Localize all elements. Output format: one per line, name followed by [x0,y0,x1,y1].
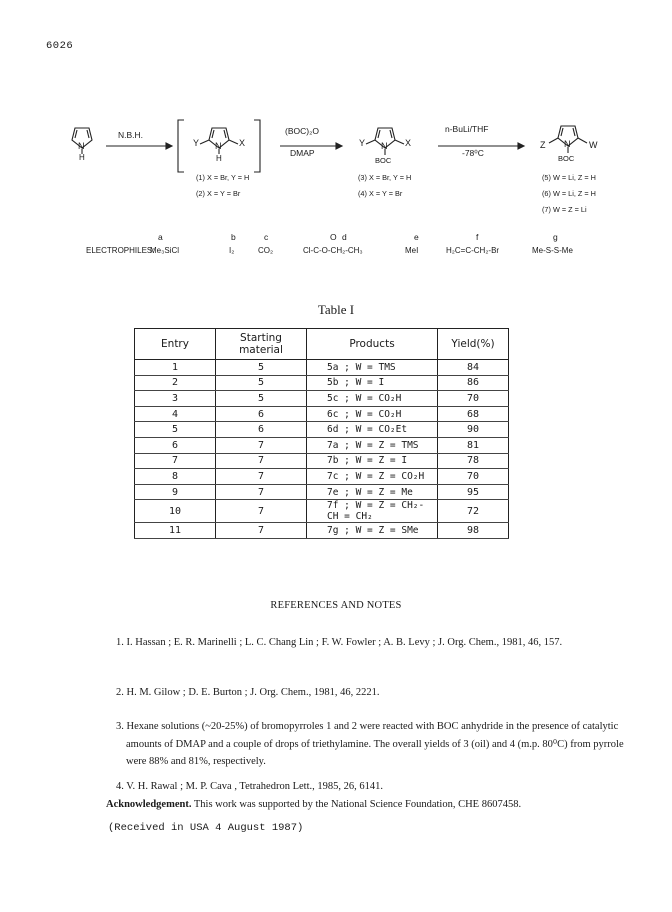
electrophile-g: Me-S-S-Me [532,246,573,255]
table-title: Table I [317,302,355,317]
cell-yield: 68 [438,406,509,422]
reagent-nbuli: n-BuLi/THF [445,124,489,134]
reagent-dmap: DMAP [290,148,315,158]
cell-yield: 98 [438,523,509,539]
table-row [135,422,509,438]
cell-entry: 8 [135,469,216,485]
received-date: (Received in USA 4 August 1987) [108,822,304,834]
atom-x: X [405,138,412,148]
compound-label-5: (5) W = Li, Z = H [542,173,596,182]
table-row [135,375,509,391]
reference-1: 1. I. Hassan ; E. R. Marinelli ; L. C. Chang Lin ; F. W. Fowler ; A. B. Levy ; J. Org. Chem., 1981, 46, 157. [116,637,563,648]
bracket-left [178,120,184,172]
cell-yield: 70 [438,391,509,407]
cell-entry: 9 [135,484,216,500]
atom-n: N [215,141,222,151]
electrophile-letter-g: g [553,232,558,242]
header-yield: Yield(%) [438,329,509,360]
acknowledgement-text: This work was supported by the National Science Foundation, CHE 8607458. [191,799,522,810]
acknowledgement-label: Acknowledgement. [106,799,192,810]
cell-entry: 5 [135,422,216,438]
table-row [135,406,509,422]
cell-start: 7 [216,484,307,500]
electrophile-letter-b: b [231,232,236,242]
atom-w: W [589,140,598,150]
acknowledgement [106,796,626,813]
cell-product: 7a ; W = Z = TMS [307,437,438,453]
cell-product: 7c ; W = Z = CO₂H [307,469,438,485]
electrophile-d: Cl-C-O-CH₂-CH₃ [303,246,363,255]
table-header-row [135,329,509,360]
cell-yield: 90 [438,422,509,438]
reference-4: 4. V. H. Rawal ; M. P. Cava , Tetrahedron Lett., 1985, 26, 6141. [116,781,383,792]
cell-entry: 3 [135,391,216,407]
table-row [135,500,509,523]
cell-product: 7e ; W = Z = Me [307,484,438,500]
arrow-2-head [336,143,342,149]
cell-yield: 84 [438,360,509,376]
reaction-scheme [0,0,672,280]
table-row [135,437,509,453]
cell-entry: 4 [135,406,216,422]
compound-label-2: (2) X = Y = Br [196,189,241,198]
double-bond [75,130,77,138]
electrophile-letter-f: f [476,232,479,242]
atom-z: Z [540,140,546,150]
cell-entry: 10 [135,500,216,523]
table-row [135,523,509,539]
header-entry: Entry [135,329,216,360]
cell-product: 5c ; W = CO₂H [307,391,438,407]
electrophile-f: H₂C=C-CH₂-Br [446,246,500,255]
electrophile-letter-d: d [342,232,347,242]
cell-product: 5b ; W = I [307,375,438,391]
reference-3: 3. Hexane solutions (~20-25%) of bromopyrroles 1 and 2 were reacted with BOC anhydride in the presence of catalytic amounts of DMAP and a couple of drops of triethylamine. The overall yields of 3 (oil) and 4 (m.p. 80⁰C) from pyrrole were 88% and 81%, respectively. [116,721,624,767]
cell-start: 7 [216,500,307,523]
arrow-1-head [166,143,172,149]
cell-product: 7f ; W = Z = CH₂-CH = CH₂ [307,500,438,523]
compound-label-4: (4) X = Y = Br [358,189,403,198]
atom-n: N [78,141,85,151]
bracket-right [254,120,260,172]
page-number: 6026 [46,40,74,52]
atom-n: N [381,141,388,151]
reference-2: 2. H. M. Gilow ; D. E. Burton ; J. Org. Chem., 1981, 46, 2221. [116,687,380,698]
compound-label-3: (3) X = Br, Y = H [358,173,412,182]
cell-product: 5a ; W = TMS [307,360,438,376]
results-table [134,328,509,539]
electrophile-c: CO₂ [258,246,274,255]
cell-start: 7 [216,523,307,539]
electrophile-letter-e: e [414,232,419,242]
electrophile-a: Me₃SiCl [150,246,180,255]
atom-boc: BOC [558,154,575,163]
cell-start: 6 [216,422,307,438]
header-products: Products [307,329,438,360]
cell-start: 7 [216,437,307,453]
reagent-boc-anhydride: (BOC)₂O [285,126,319,136]
reagent-temperature: -78⁰C [462,148,484,158]
cell-entry: 11 [135,523,216,539]
double-bond [87,130,89,138]
electrophile-letter-a: a [158,232,163,242]
cell-yield: 86 [438,375,509,391]
cell-yield: 72 [438,500,509,523]
cell-entry: 2 [135,375,216,391]
cell-entry: 1 [135,360,216,376]
cell-start: 7 [216,469,307,485]
cell-start: 5 [216,375,307,391]
cell-product: 7b ; W = Z = I [307,453,438,469]
electrophile-e: MeI [405,246,419,255]
electrophile-carbonyl-o: O [330,232,337,242]
electrophile-letter-c: c [264,232,269,242]
atom-n: N [564,139,571,149]
cell-product: 6d ; W = CO₂Et [307,422,438,438]
atom-y: Y [193,138,200,148]
cell-start: 6 [216,406,307,422]
electrophiles-label: ELECTROPHILES: [86,246,155,255]
table-row [135,484,509,500]
cell-entry: 6 [135,437,216,453]
electrophile-b: I₂ [229,246,235,255]
references-heading: REFERENCES AND NOTES [270,600,402,611]
cell-start: 5 [216,391,307,407]
table-row [135,360,509,376]
atom-y: Y [359,138,366,148]
atom-boc: BOC [375,156,392,165]
reagent-nbh: N.B.H. [118,130,144,140]
header-starting-material [216,329,307,360]
cell-yield: 78 [438,453,509,469]
cell-yield: 95 [438,484,509,500]
header-starting-line-1: Starting [240,332,282,344]
table-row [135,469,509,485]
table-row [135,391,509,407]
cell-start: 5 [216,360,307,376]
cell-yield: 70 [438,469,509,485]
atom-h: H [79,153,85,162]
cell-start: 7 [216,453,307,469]
cell-product: 6c ; W = CO₂H [307,406,438,422]
header-starting-line-2: material [239,344,283,356]
cell-entry: 7 [135,453,216,469]
cell-product: 7g ; W = Z = SMe [307,523,438,539]
cell-yield: 81 [438,437,509,453]
arrow-3-head [518,143,524,149]
atom-h: H [216,154,222,163]
atom-x: X [239,138,246,148]
compound-label-1: (1) X = Br, Y = H [196,173,250,182]
table-row [135,453,509,469]
compound-label-6: (6) W = Li, Z = H [542,189,596,198]
compound-label-7: (7) W = Z = Li [542,205,587,214]
